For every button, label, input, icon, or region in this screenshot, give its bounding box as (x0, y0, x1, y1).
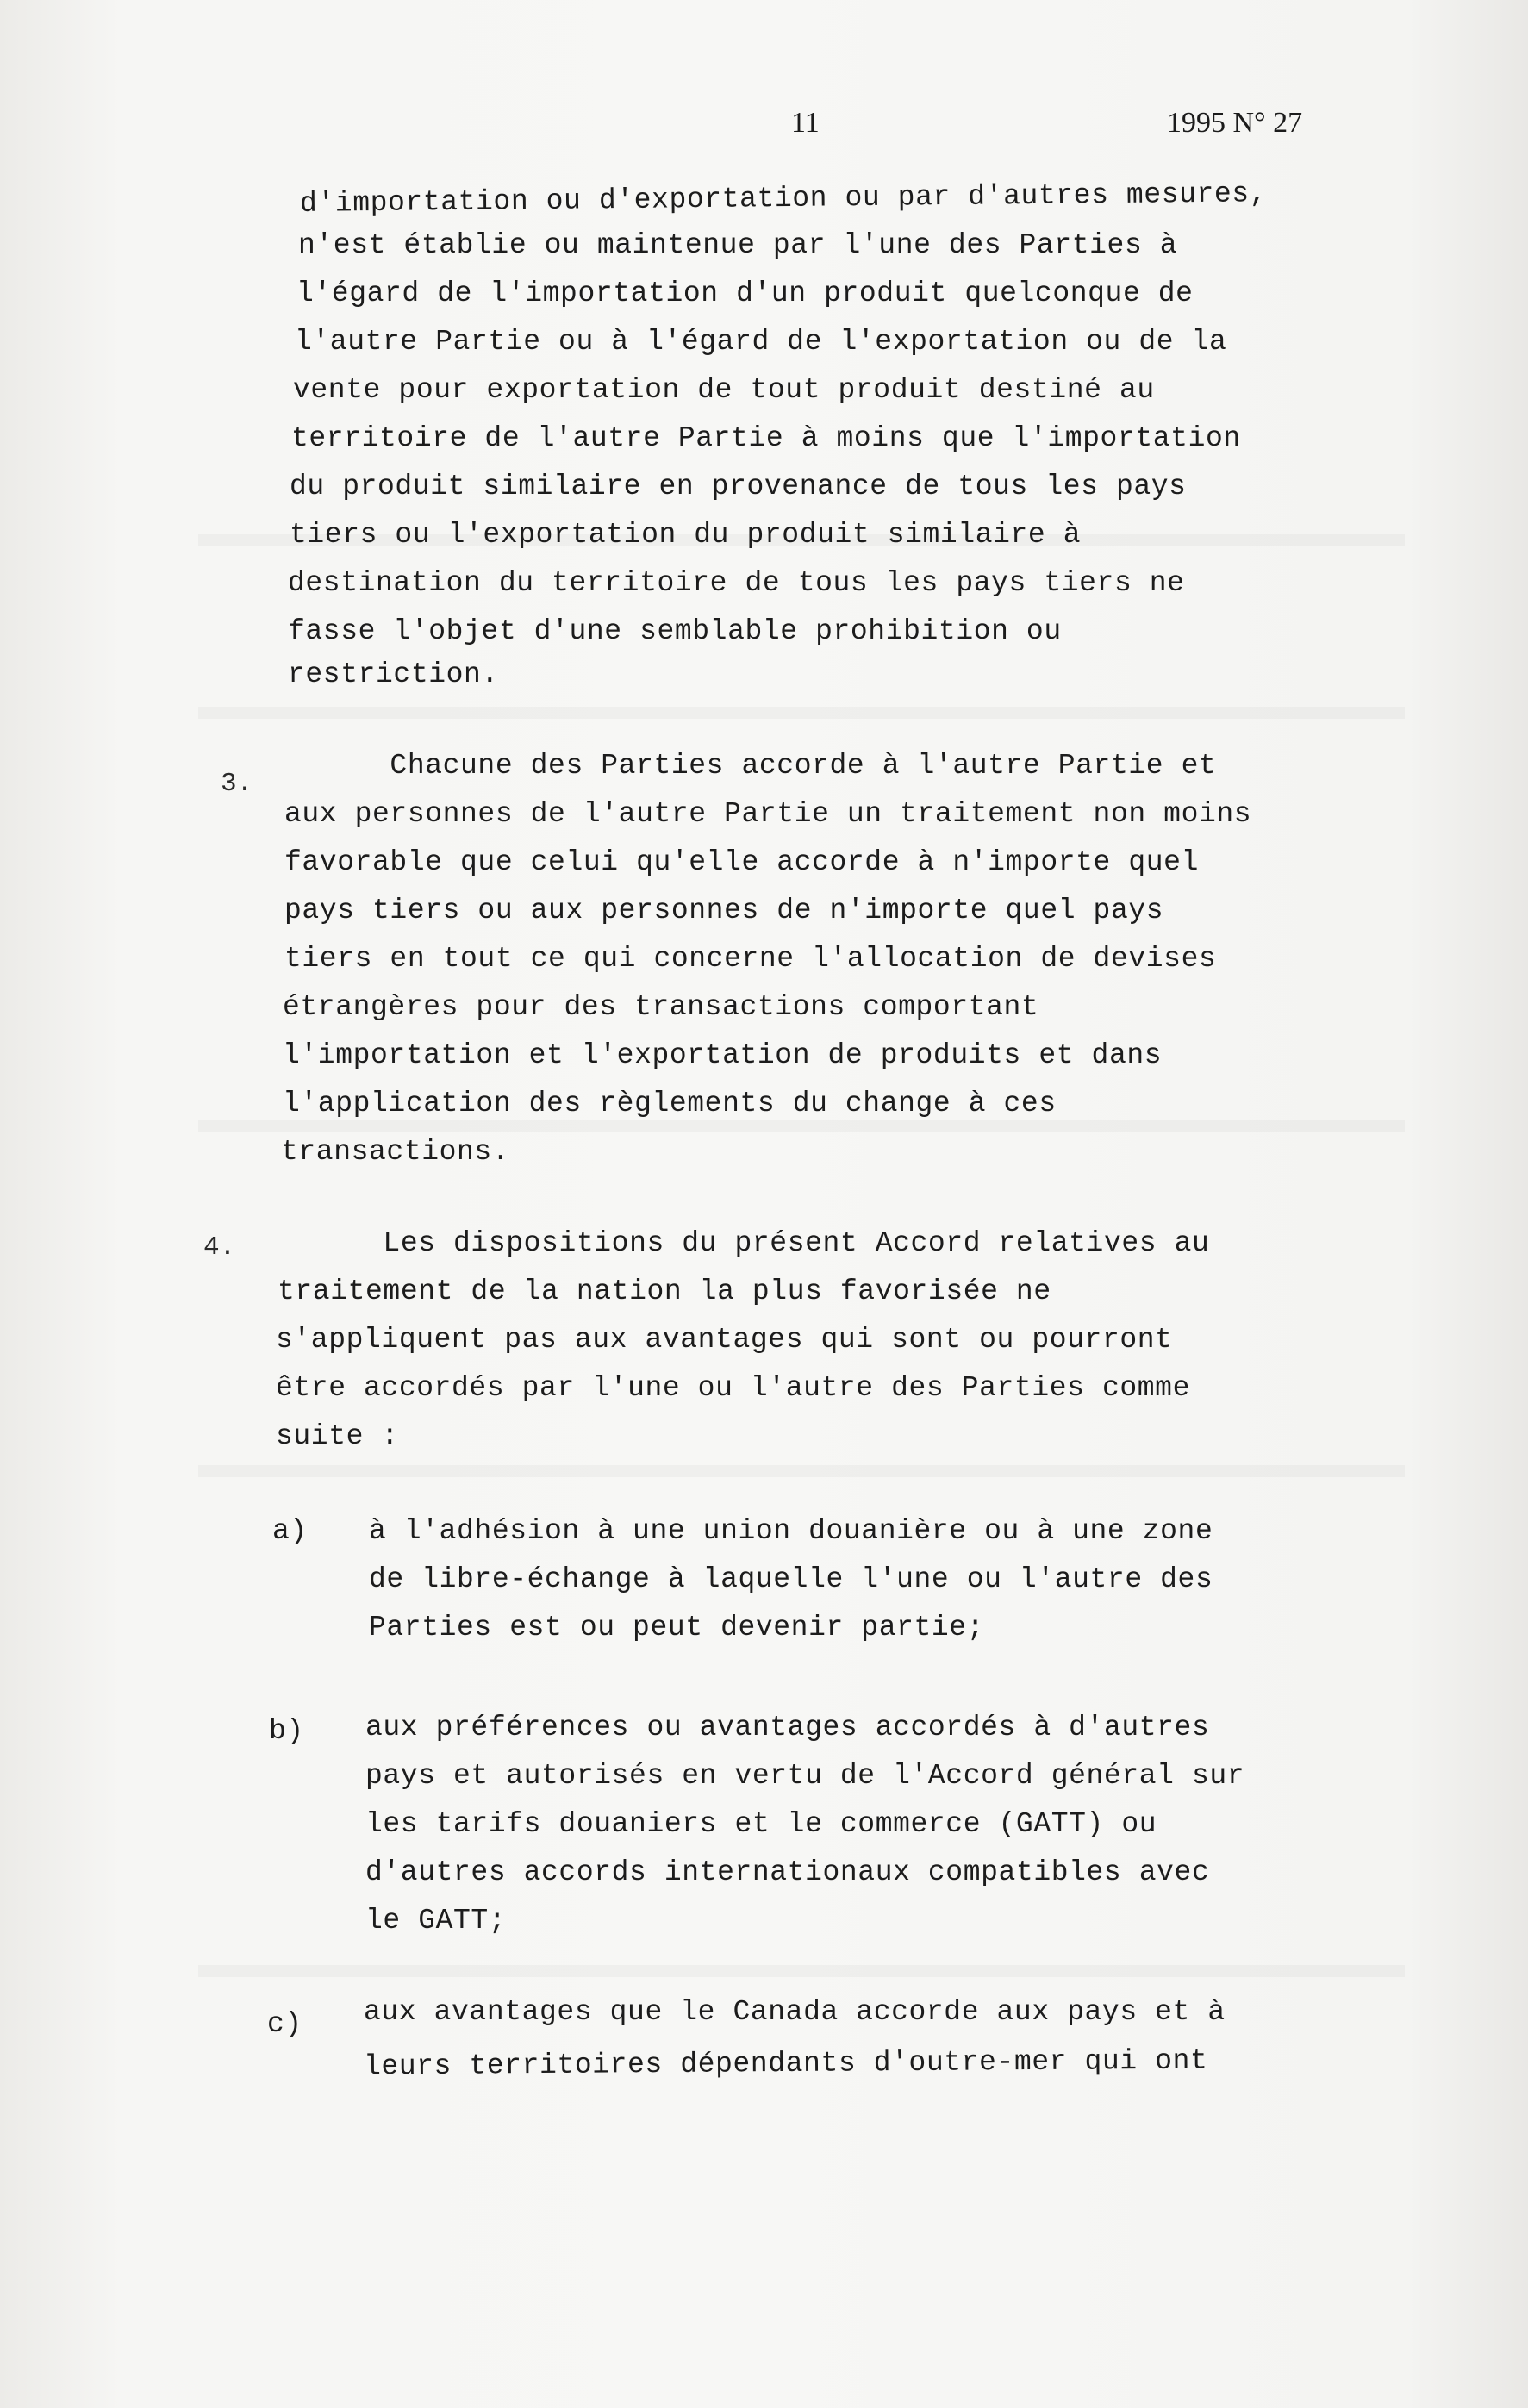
text-line: s'appliquent pas aux avantages qui sont ou pourront (276, 1324, 1173, 1356)
text-line: de libre-échange à laquelle l'une ou l'autre des (369, 1563, 1213, 1595)
text-line: l'application des règlements du change à ces (283, 1088, 1057, 1120)
text-line: aux préférences ou avantages accordés à d'autres (365, 1712, 1210, 1744)
text-line: les tarifs douaniers et le commerce (GATT) ou (365, 1808, 1157, 1840)
text-line: favorable que celui qu'elle accorde à n'importe quel (284, 846, 1199, 878)
text-line: à l'adhésion à une union douanière ou à une zone (369, 1515, 1213, 1547)
text-line: aux avantages que le Canada accorde aux pays et à (364, 1996, 1226, 2028)
text-line: transactions. (281, 1136, 510, 1168)
text-line: tiers en tout ce qui concerne l'allocation de devises (284, 943, 1217, 975)
text-line: n'est établie ou maintenue par l'une des Parties à (298, 229, 1178, 261)
item-label: c) (267, 2008, 302, 2040)
document-reference: 1995 N° 27 (1167, 107, 1303, 139)
paragraph-number: 4. (203, 1232, 236, 1263)
text-line: l'égard de l'importation d'un produit quelconque de (296, 278, 1194, 309)
page-number: 11 (791, 107, 820, 139)
text-line: Les dispositions du présent Accord relatives au (278, 1227, 1210, 1259)
text-line: vente pour exportation de tout produit destiné au (293, 374, 1155, 406)
bleed-through-band (198, 1465, 1405, 1477)
text-line: l'autre Partie ou à l'égard de l'exportation ou de la (295, 326, 1227, 358)
text-line: l'importation et l'exportation de produits et dans (283, 1039, 1163, 1071)
text-line: tiers ou l'exportation du produit similaire à (290, 519, 1082, 551)
text-line: être accordés par l'une ou l'autre des Parties comme (276, 1372, 1190, 1404)
bleed-through-band (198, 1965, 1405, 1977)
text-line: pays et autorisés en vertu de l'Accord général sur (365, 1760, 1245, 1792)
paragraph-number: 3. (221, 769, 253, 799)
text-line: restriction. (288, 658, 499, 690)
bleed-through-band (198, 707, 1405, 719)
text-line: étrangères pour des transactions comportant (283, 991, 1039, 1023)
text-line: traitement de la nation la plus favorisée ne (278, 1276, 1051, 1307)
text-line: Chacune des Parties accorde à l'autre Partie et (284, 750, 1217, 782)
bleed-through-band (198, 1120, 1405, 1132)
text-line: du produit similaire en provenance de tous les pays (290, 471, 1187, 502)
item-label: a) (272, 1515, 308, 1547)
text-line: le GATT; (365, 1905, 507, 1937)
text-line: d'importation ou d'exportation ou par d'autres mesures, (299, 178, 1268, 220)
text-line: suite : (276, 1420, 399, 1452)
text-line: aux personnes de l'autre Partie un traitement non moins (284, 798, 1252, 830)
item-label: b) (269, 1715, 304, 1747)
text-line: pays tiers ou aux personnes de n'importe quel pays (284, 895, 1164, 926)
text-line: fasse l'objet d'une semblable prohibition ou (288, 615, 1062, 647)
text-line: territoire de l'autre Partie à moins que l'importation (291, 422, 1241, 454)
text-line: d'autres accords internationaux compatibles avec (365, 1856, 1210, 1888)
text-line: Parties est ou peut devenir partie; (369, 1612, 985, 1644)
text-line: leurs territoires dépendants d'outre-mer qui ont (363, 2044, 1208, 2083)
text-line: destination du territoire de tous les pays tiers ne (288, 567, 1185, 599)
